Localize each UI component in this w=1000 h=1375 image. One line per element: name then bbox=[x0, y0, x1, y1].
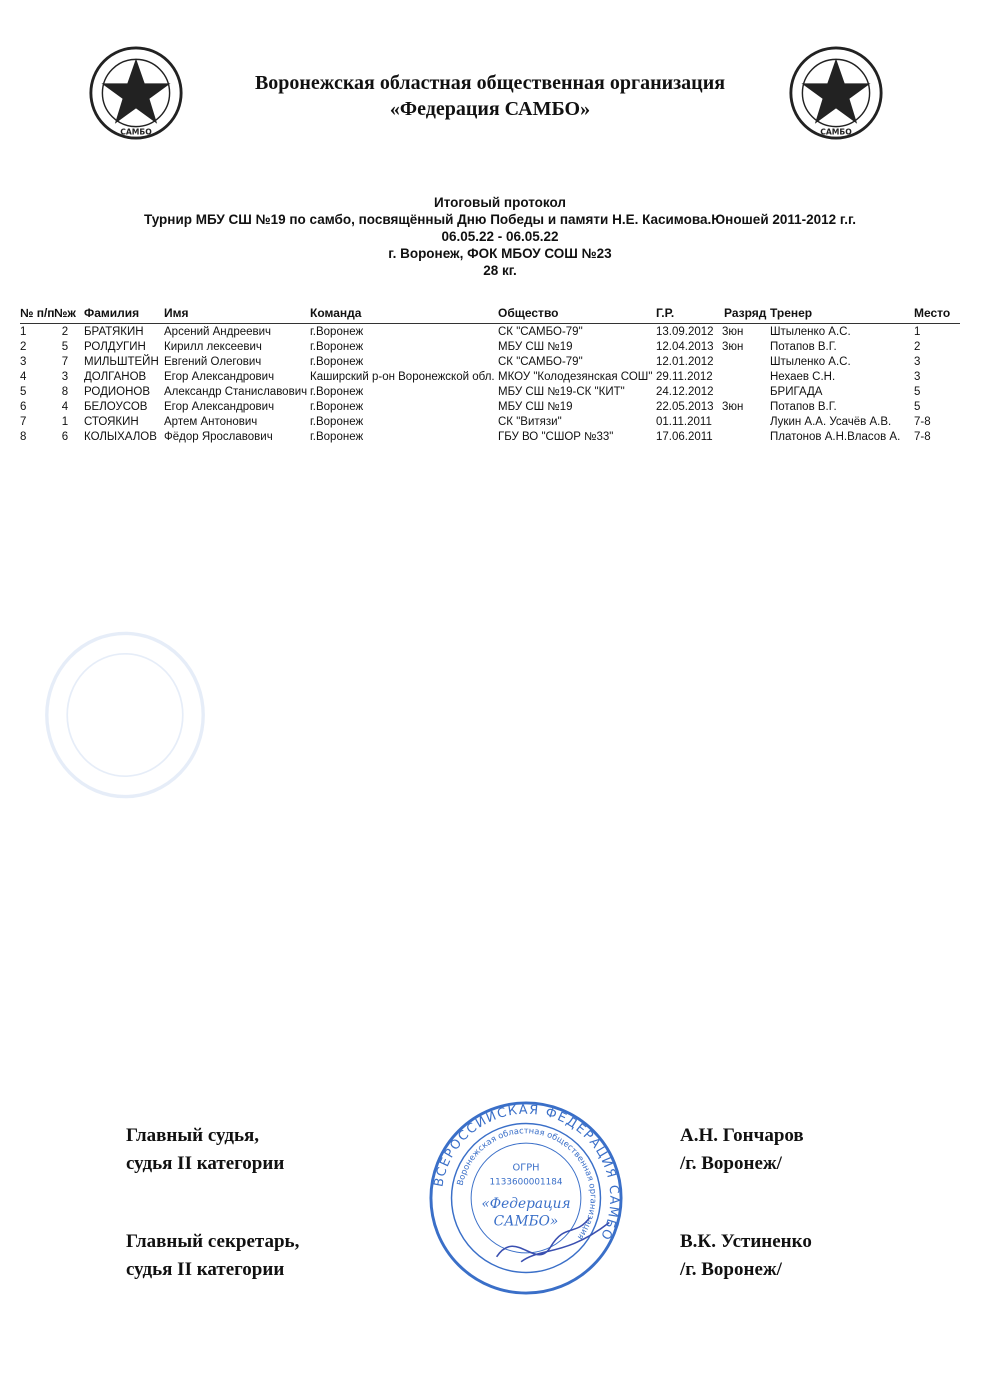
sambo-logo-left bbox=[88, 45, 184, 141]
table-cell: 13.09.2012 bbox=[656, 326, 714, 338]
table-cell: СК "Витязи" bbox=[498, 416, 562, 428]
table-cell: 24.12.2012 bbox=[656, 386, 714, 398]
organization-header bbox=[190, 70, 790, 122]
table-cell: 3 bbox=[20, 356, 27, 368]
table-cell: 3юн bbox=[722, 341, 744, 353]
chief-judge-name-block bbox=[680, 1122, 804, 1178]
table-row bbox=[20, 415, 960, 430]
table-cell: г.Воронеж bbox=[310, 401, 364, 413]
chief-judge-city: /г. Воронеж/ bbox=[680, 1153, 782, 1174]
table-cell: 4 bbox=[20, 371, 27, 383]
table-cell: ГБУ ВО "СШОР №33" bbox=[498, 431, 614, 443]
table-cell: 8 bbox=[61, 386, 69, 398]
svg-text:САМБО: САМБО bbox=[120, 127, 152, 137]
table-cell: 8 bbox=[20, 431, 27, 443]
table-cell: РОЛДУГИН bbox=[84, 341, 146, 353]
table-cell: 29.11.2012 bbox=[656, 371, 713, 383]
chief-secretary-role: Главный секретарь, bbox=[126, 1231, 300, 1252]
table-cell: КОЛЫХАЛОВ bbox=[84, 431, 157, 443]
table-cell: 7 bbox=[20, 416, 27, 428]
table-cell: Нехаев С.Н. bbox=[770, 371, 836, 383]
table-header-row bbox=[20, 306, 960, 324]
table-cell: 6 bbox=[61, 431, 69, 443]
table-cell: СТОЯКИН bbox=[84, 416, 139, 428]
table-cell: МБУ СШ №19-СК "КИТ" bbox=[498, 386, 625, 398]
org-name-line1: Воронежская областная общественная организация bbox=[254, 72, 726, 94]
table-cell: 3юн bbox=[722, 326, 744, 338]
table-cell: 3юн bbox=[722, 401, 744, 413]
header-cell: Имя bbox=[164, 306, 189, 320]
table-cell: БЕЛОУСОВ bbox=[84, 401, 148, 413]
protocol-title-block bbox=[40, 194, 960, 279]
table-cell: Штыленко А.С. bbox=[770, 356, 851, 368]
stamp-ogrn-number: 1133600001184 bbox=[489, 1177, 563, 1188]
chief-secretary-name: В.К. Устиненко bbox=[680, 1231, 812, 1252]
table-cell: 22.05.2013 bbox=[656, 401, 714, 413]
chief-judge-role: Главный судья, bbox=[126, 1125, 260, 1146]
header-cell: Г.Р. bbox=[656, 306, 675, 320]
table-cell: Платонов А.Н.Власов А. bbox=[770, 431, 901, 443]
sambo-logo-right bbox=[788, 45, 884, 141]
table-cell: 7-8 bbox=[914, 416, 931, 428]
table-cell: 12.04.2013 bbox=[656, 341, 714, 353]
header-cell: Общество bbox=[498, 306, 559, 320]
table-cell: МБУ СШ №19 bbox=[498, 341, 573, 353]
tournament-dates: 06.05.22 - 06.05.22 bbox=[441, 229, 559, 244]
table-cell: СК "САМБО-79" bbox=[498, 326, 583, 338]
table-cell: г.Воронеж bbox=[310, 416, 364, 428]
table-body bbox=[20, 325, 960, 445]
table-cell: Лукин А.А. Усачёв А.В. bbox=[770, 416, 892, 428]
org-name-line2: «Федерация САМБО» bbox=[389, 98, 591, 120]
table-cell: Евгений Олегович bbox=[164, 356, 262, 368]
table-cell: 1 bbox=[20, 326, 27, 338]
stamp-center-line1: «Федерация bbox=[481, 1195, 571, 1212]
table-cell: БРИГАДА bbox=[770, 386, 823, 398]
table-cell: 3 bbox=[914, 356, 921, 368]
header-cell: Разряд bbox=[724, 306, 767, 320]
results-table bbox=[20, 306, 960, 445]
table-cell: 7-8 bbox=[914, 431, 931, 443]
chief-secretary-category: судья II категории bbox=[126, 1259, 285, 1280]
table-row bbox=[20, 355, 960, 370]
table-cell: СК "САМБО-79" bbox=[498, 356, 583, 368]
table-cell: 5 bbox=[20, 386, 27, 398]
stamp-center-line2: САМБО» bbox=[493, 1213, 559, 1230]
chief-judge-block bbox=[126, 1122, 284, 1178]
table-row bbox=[20, 340, 960, 355]
table-cell: 1 bbox=[914, 326, 921, 338]
header-cell: Команда bbox=[310, 306, 362, 320]
table-cell: 1 bbox=[61, 416, 69, 428]
table-cell: Александр Станиславович bbox=[164, 386, 308, 398]
table-cell: 4 bbox=[61, 401, 69, 413]
table-cell: Каширский р-он Воронежской обл. bbox=[310, 371, 495, 383]
table-cell: 5 bbox=[914, 401, 921, 413]
header-cell: № п/п bbox=[20, 306, 55, 320]
table-cell: г.Воронеж bbox=[310, 386, 364, 398]
header-cell: №ж bbox=[54, 306, 76, 320]
table-cell: Кирилл лексеевич bbox=[164, 341, 262, 353]
table-row bbox=[20, 400, 960, 415]
table-cell: г.Воронеж bbox=[310, 356, 364, 368]
table-cell: МКОУ "Колодезянская СОШ" bbox=[498, 371, 653, 383]
table-cell: 2 bbox=[914, 341, 921, 353]
weight-category: 28 кг. bbox=[483, 263, 517, 278]
table-cell: БРАТЯКИН bbox=[84, 326, 144, 338]
table-cell: 5 bbox=[61, 341, 69, 353]
table-cell: МБУ СШ №19 bbox=[498, 401, 573, 413]
table-cell: г.Воронеж bbox=[310, 431, 364, 443]
table-cell: Артем Антонович bbox=[164, 416, 258, 428]
protocol-title: Итоговый протокол bbox=[433, 195, 566, 210]
svg-text:САМБО: САМБО bbox=[820, 127, 852, 137]
table-cell: 2 bbox=[61, 326, 69, 338]
official-stamp bbox=[428, 1100, 624, 1296]
table-row bbox=[20, 430, 960, 445]
tournament-location: г. Воронеж, ФОК МБОУ СОШ №23 bbox=[388, 246, 612, 261]
table-row bbox=[20, 370, 960, 385]
table-cell: РОДИОНОВ bbox=[84, 386, 151, 398]
header-cell: Фамилия bbox=[84, 306, 140, 320]
stamp-inner-text: Воронежская областная общественная организация bbox=[454, 1125, 599, 1243]
table-row bbox=[20, 385, 960, 400]
table-cell: Потапов В.Г. bbox=[770, 341, 837, 353]
chief-secretary-city: /г. Воронеж/ bbox=[680, 1259, 782, 1280]
chief-judge-category: судья II категории bbox=[126, 1153, 285, 1174]
chief-secretary-block bbox=[126, 1228, 299, 1284]
table-cell: 3 bbox=[61, 371, 69, 383]
header-cell: Место bbox=[914, 306, 951, 320]
table-cell: Егор Александрович bbox=[164, 401, 275, 413]
stamp-outer-text: ВСЕРОССИЙСКАЯ ФЕДЕРАЦИЯ САМБО bbox=[431, 1102, 622, 1243]
faint-stamp-impression bbox=[40, 626, 210, 804]
chief-secretary-name-block bbox=[680, 1228, 812, 1284]
table-cell: Арсений Андреевич bbox=[164, 326, 272, 338]
table-cell: 3 bbox=[914, 371, 921, 383]
table-row bbox=[20, 325, 960, 340]
table-cell: Потапов В.Г. bbox=[770, 401, 837, 413]
table-cell: 2 bbox=[20, 341, 27, 353]
table-cell: 7 bbox=[61, 356, 69, 368]
chief-judge-name: А.Н. Гончаров bbox=[680, 1125, 804, 1146]
table-cell: 12.01.2012 bbox=[656, 356, 714, 368]
table-cell: ДОЛГАНОВ bbox=[84, 371, 147, 383]
table-cell: 01.11.2011 bbox=[656, 416, 712, 428]
tournament-name: Турнир МБУ СШ №19 по самбо, посвящённый Дню Победы и памяти Н.Е. Касимова.Юношей 2011-2012 г.г. bbox=[144, 212, 856, 227]
table-cell: 6 bbox=[20, 401, 27, 413]
table-cell: 5 bbox=[914, 386, 921, 398]
stamp-ogrn-label: ОГРН bbox=[512, 1162, 540, 1174]
header-cell: Тренер bbox=[770, 306, 813, 320]
table-cell: Фёдор Ярославович bbox=[164, 431, 273, 443]
table-cell: 17.06.2011 bbox=[656, 431, 713, 443]
table-cell: МИЛЬШТЕЙН bbox=[84, 356, 159, 368]
table-cell: г.Воронеж bbox=[310, 326, 364, 338]
table-cell: г.Воронеж bbox=[310, 341, 364, 353]
table-cell: Штыленко А.С. bbox=[770, 326, 851, 338]
table-cell: Егор Александрович bbox=[164, 371, 275, 383]
